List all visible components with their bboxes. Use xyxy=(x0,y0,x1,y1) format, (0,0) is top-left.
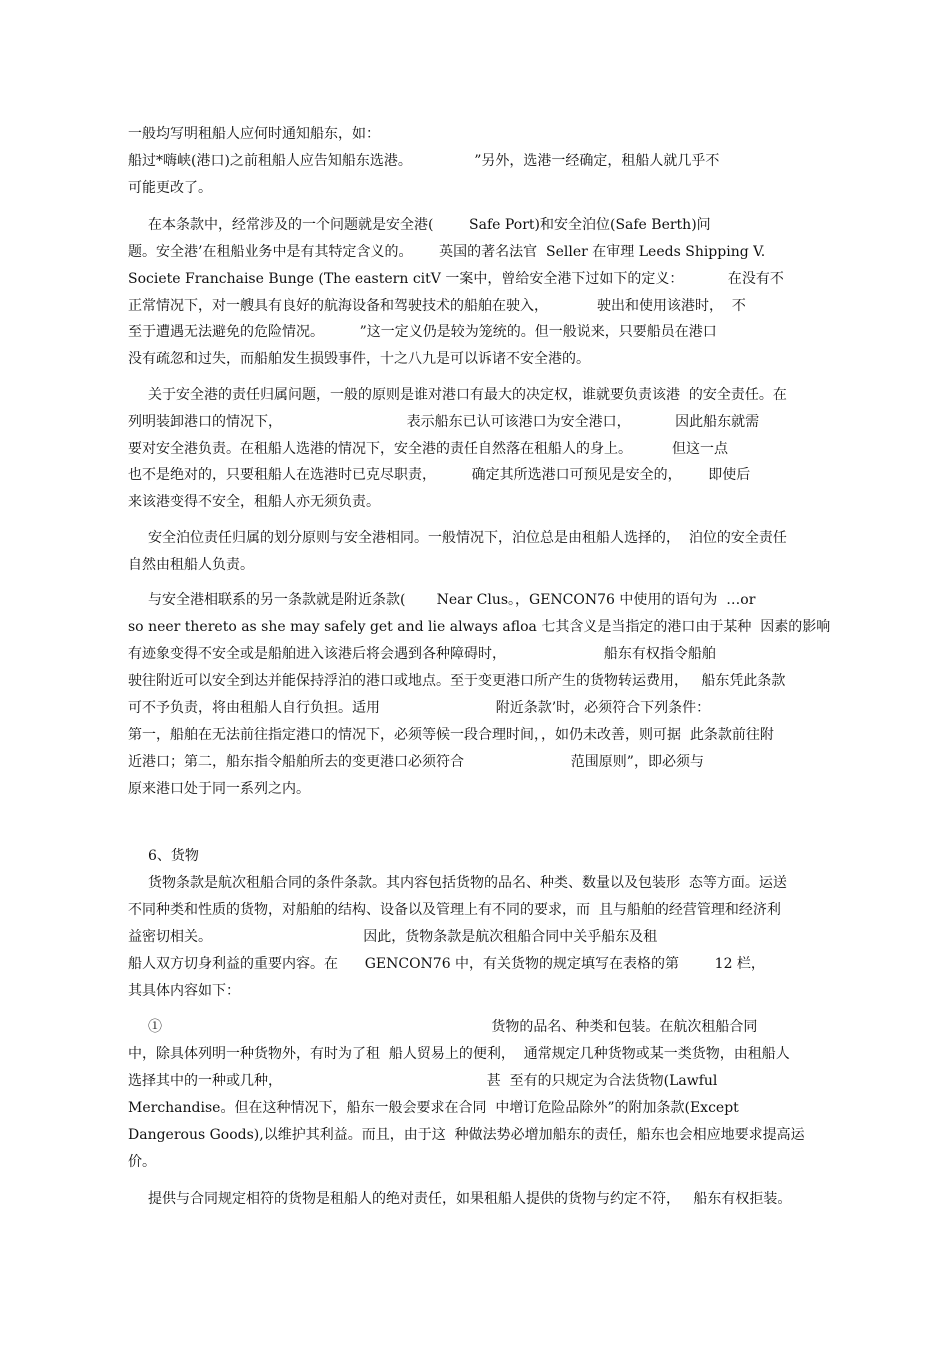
paragraph-line: 在本条款中，经常涉及的一个问题就是安全港( Safe Port)和安全泊位(Safe Berth)问 xyxy=(148,217,711,233)
paragraph-line: 来该港变得不安全，租船人亦无须负责。 xyxy=(128,494,380,510)
paragraph-line: 选择其中的一种或几种， 甚 至有的只规定为合法货物(Lawful xyxy=(128,1073,718,1089)
paragraph-line: 列明装卸港口的情况下， 表示船东已认可该港口为安全港口， 因此船东就需 xyxy=(128,414,760,430)
paragraph-line: 其具体内容如下： xyxy=(128,983,240,999)
paragraph-line: 自然由租船人负责。 xyxy=(128,557,254,573)
paragraph-line: 货物条款是航次租船合同的条件条款。其内容包括货物的品名、种类、数量以及包装形 态等方面。运送 xyxy=(148,875,787,891)
paragraph-line: 可不予负责，将由租船人自行负担。适用 附近条款’时，必须符合下列条件： xyxy=(128,700,711,716)
paragraph-line: 船过*嗨峡(港口)之前租船人应告知船东选港。 ”另外，选港一经确定，租船人就几乎不 xyxy=(128,153,720,169)
paragraph-line: 也不是绝对的，只要租船人在选港时已克尽职责， 确定其所选港口可预见是安全的， 即使后 xyxy=(128,467,751,483)
paragraph-line: 题。安全港’在租船业务中是有其特定含义的。 英国的著名法官 Seller 在审理 Leeds Shipping V. xyxy=(128,244,766,260)
paragraph-line: 近港口；第二，船东指令船舶所去的变更港口必须符合 范围原则”，即必须与 xyxy=(128,754,704,770)
paragraph-line: 原来港口处于同一系列之内。 xyxy=(128,781,310,797)
paragraph-line: 至于遭遇无法避免的危险情况。 ”这一定义仍是较为笼统的。但一般说来，只要船员在港口 xyxy=(128,324,717,340)
paragraph-line: 有迹象变得不安全或是船舶进入该港后将会遇到各种障碍时， 船东有权指令船舶 xyxy=(128,646,716,662)
paragraph-line: Dangerous Goods),以维护其利益。而且，由于这 种做法势必增加船东的责任，船东也会相应地要求提高运 xyxy=(128,1127,805,1143)
paragraph-line: Societe Franchaise Bunge (The eastern citV 一案中，曾给安全港下过如下的定义： 在没有不 xyxy=(128,271,784,287)
paragraph-line: 中，除具体列明一种货物外，有时为了租 船人贸易上的便利， 通常规定几种货物或某一类货物，由租船人 xyxy=(128,1046,790,1062)
paragraph-line: 与安全港相联系的另一条款就是附近条款( Near Clus。，GENCON76 中使用的语句为 …or xyxy=(148,592,756,608)
paragraph-line: 正常情况下，对一艘具有良好的航海设备和驾驶技术的船舶在驶入， 驶出和使用该港时， 不 xyxy=(128,298,746,314)
paragraph-line: 关于安全港的责任归属问题，一般的原则是谁对港口有最大的决定权，谁就要负责该港 的安全责任。在 xyxy=(148,387,787,403)
paragraph-line: 不同种类和性质的货物，对船舶的结构、设备以及管理上有不同的要求，而 且与船舶的经营管理和经济利 xyxy=(128,902,781,918)
paragraph-line: 船人双方切身利益的重要内容。在 GENCON76 中，有关货物的规定填写在表格的第 12 栏， xyxy=(128,956,765,972)
paragraph-line: 驶往附近可以安全到达并能保持浮泊的港口或地点。至于变更港口所产生的货物转运费用， 船东凭此条款 xyxy=(128,673,786,689)
paragraph-line: 益密切相关。 因此，货物条款是航次租船合同中关乎船东及租 xyxy=(128,929,658,945)
paragraph-line: 第一，船舶在无法前往指定港口的情况下，必须等候一段合理时间，，如仍未改善，则可据 此条款前往附 xyxy=(128,727,774,743)
paragraph-line: 要对安全港负责。在租船人选港的情况下，安全港的责任自然落在租船人的身上。 但这一点 xyxy=(128,441,729,457)
paragraph-line: 价。 xyxy=(128,1154,156,1170)
paragraph-line: Merchandise。但在这种情况下，船东一般会要求在合同 中增订危险品除外”的附加条款(Except xyxy=(128,1100,739,1116)
paragraph-line: 提供与合同规定相符的货物是租船人的绝对责任，如果租船人提供的货物与约定不符， 船东有权拒装。 xyxy=(148,1191,792,1207)
paragraph-line: 可能更改了。 xyxy=(128,180,212,196)
paragraph-line: 安全泊位责任归属的划分原则与安全港相同。一般情况下，泊位总是由租船人选择的， 泊位的安全责任 xyxy=(148,530,787,546)
paragraph-line: 一般均写明租船人应何时通知船东，如： xyxy=(128,126,380,142)
section-heading: 6、货物 xyxy=(148,848,199,864)
paragraph-line: 没有疏忽和过失，而船舶发生损毁事件，十之八九是可以诉诸不安全港的。 xyxy=(128,351,590,367)
paragraph-line: ① 货物的品名、种类和包装。在航次租船合同 xyxy=(148,1019,758,1035)
paragraph-line: so neer thereto as she may safely get and lie always afloa 七其含义是当指定的港口由于某种 因素的影响 xyxy=(128,619,831,635)
